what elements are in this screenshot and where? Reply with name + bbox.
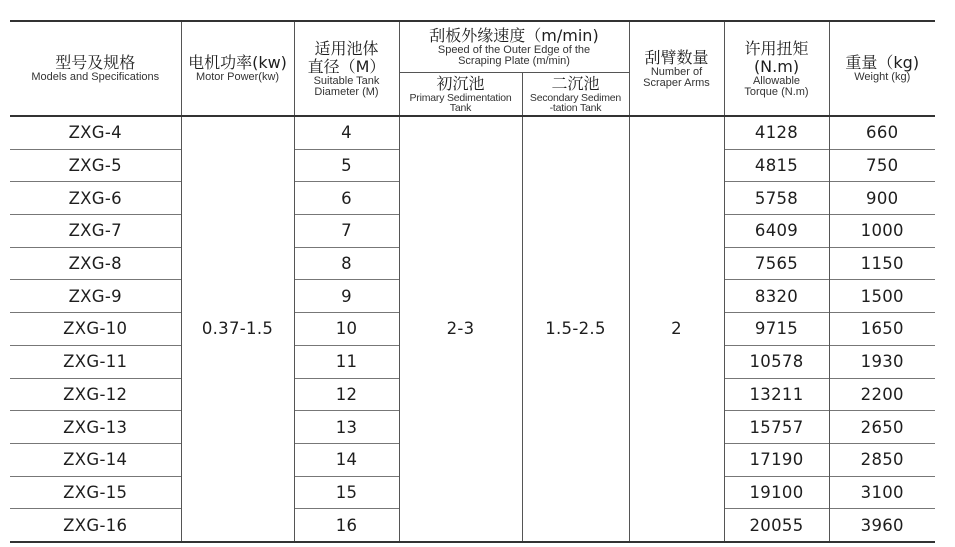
header-secondary-en1: Secondary Sedimen xyxy=(529,91,622,104)
header-torque-zh: 许用扭矩(N.m) xyxy=(744,38,809,76)
cell-secondary-speed-shared: 1.5-2.5 xyxy=(522,116,629,542)
cell-weight: 1650 xyxy=(829,313,935,346)
cell-diameter: 15 xyxy=(294,476,399,509)
header-model xyxy=(10,21,181,116)
cell-model: ZXG-8 xyxy=(10,247,181,280)
cell-diameter: 14 xyxy=(294,443,399,476)
cell-weight: 660 xyxy=(829,116,935,149)
header-diameter-zh1: 适用池体 xyxy=(314,38,379,58)
header-torque-en2: Torque (N.m) xyxy=(744,85,809,98)
header-power-en: Motor Power(kw) xyxy=(195,71,280,83)
header-secondary-en2: -tation Tank xyxy=(549,101,602,114)
table-row xyxy=(10,116,935,149)
cell-diameter: 4 xyxy=(294,116,399,149)
cell-diameter: 10 xyxy=(294,313,399,346)
header-diameter xyxy=(294,21,399,116)
header-weight-en: Weight (kg) xyxy=(854,71,911,83)
cell-torque: 6409 xyxy=(724,215,829,248)
header-speed-en1: Speed of the Outer Edge of the xyxy=(437,43,591,56)
cell-torque: 4815 xyxy=(724,149,829,182)
cell-torque: 17190 xyxy=(724,443,829,476)
cell-weight: 3960 xyxy=(829,509,935,542)
cell-model: ZXG-4 xyxy=(10,116,181,149)
header-weight-zh: 重量（kg) xyxy=(845,53,920,72)
cell-torque: 4128 xyxy=(724,116,829,149)
cell-torque: 9715 xyxy=(724,313,829,346)
cell-model: ZXG-7 xyxy=(10,215,181,248)
cell-arms-shared: 2 xyxy=(629,116,724,542)
header-torque xyxy=(724,21,829,116)
cell-model: ZXG-5 xyxy=(10,149,181,182)
header-speed-en2: Scraping Plate (m/min) xyxy=(458,54,570,67)
spec-table-container xyxy=(10,20,935,543)
header-speed xyxy=(399,21,629,72)
header-secondary xyxy=(522,72,629,116)
cell-model: ZXG-16 xyxy=(10,509,181,542)
cell-weight: 2200 xyxy=(829,378,935,411)
cell-model: ZXG-10 xyxy=(10,313,181,346)
cell-weight: 2850 xyxy=(829,443,935,476)
cell-torque: 15757 xyxy=(724,411,829,444)
cell-model: ZXG-6 xyxy=(10,182,181,215)
cell-diameter: 5 xyxy=(294,149,399,182)
cell-diameter: 6 xyxy=(294,182,399,215)
cell-model: ZXG-11 xyxy=(10,345,181,378)
header-primary xyxy=(399,72,522,116)
header-speed-zh: 刮板外缘速度（m/min) xyxy=(429,25,599,45)
cell-model: ZXG-9 xyxy=(10,280,181,313)
cell-torque: 20055 xyxy=(724,509,829,542)
header-arms-zh: 刮臂数量 xyxy=(644,47,709,67)
cell-torque: 13211 xyxy=(724,378,829,411)
cell-weight: 2650 xyxy=(829,411,935,444)
spec-table xyxy=(10,20,935,543)
cell-model: ZXG-14 xyxy=(10,443,181,476)
header-diameter-en1: Suitable Tank xyxy=(313,74,380,87)
cell-weight: 3100 xyxy=(829,476,935,509)
cell-weight: 1500 xyxy=(829,280,935,313)
cell-weight: 900 xyxy=(829,182,935,215)
cell-model: ZXG-13 xyxy=(10,411,181,444)
header-torque-en1: Allowable xyxy=(752,74,801,87)
cell-diameter: 9 xyxy=(294,280,399,313)
cell-diameter: 13 xyxy=(294,411,399,444)
header-primary-en1: Primary Sedimentation xyxy=(409,91,512,104)
spec-table-body xyxy=(10,116,935,542)
cell-weight: 1150 xyxy=(829,247,935,280)
cell-model: ZXG-15 xyxy=(10,476,181,509)
header-arms-en1: Number of xyxy=(650,65,703,78)
cell-torque: 19100 xyxy=(724,476,829,509)
header-power-zh: 电机功率(kw) xyxy=(188,53,287,72)
cell-torque: 8320 xyxy=(724,280,829,313)
header-diameter-en2: Diameter (M) xyxy=(314,85,379,98)
cell-weight: 1000 xyxy=(829,215,935,248)
cell-model: ZXG-12 xyxy=(10,378,181,411)
cell-diameter: 7 xyxy=(294,215,399,248)
header-weight xyxy=(829,21,935,116)
cell-primary-speed-shared: 2-3 xyxy=(399,116,522,542)
cell-weight: 1930 xyxy=(829,345,935,378)
cell-diameter: 12 xyxy=(294,378,399,411)
header-power xyxy=(181,21,294,116)
header-arms-en2: Scraper Arms xyxy=(643,76,710,89)
header-primary-zh: 初沉池 xyxy=(436,73,485,93)
cell-weight: 750 xyxy=(829,149,935,182)
header-secondary-zh: 二沉池 xyxy=(551,73,600,93)
cell-diameter: 8 xyxy=(294,247,399,280)
cell-torque: 5758 xyxy=(724,182,829,215)
cell-torque: 10578 xyxy=(724,345,829,378)
header-diameter-zh2: 直径（M） xyxy=(307,56,386,76)
cell-power-shared: 0.37-1.5 xyxy=(181,116,294,542)
header-arms xyxy=(629,21,724,116)
header-primary-en2: Tank xyxy=(449,101,472,114)
cell-torque: 7565 xyxy=(724,247,829,280)
cell-diameter: 11 xyxy=(294,345,399,378)
header-model-en: Models and Specifications xyxy=(31,71,160,83)
header-model-zh: 型号及规格 xyxy=(55,53,136,72)
cell-diameter: 16 xyxy=(294,509,399,542)
